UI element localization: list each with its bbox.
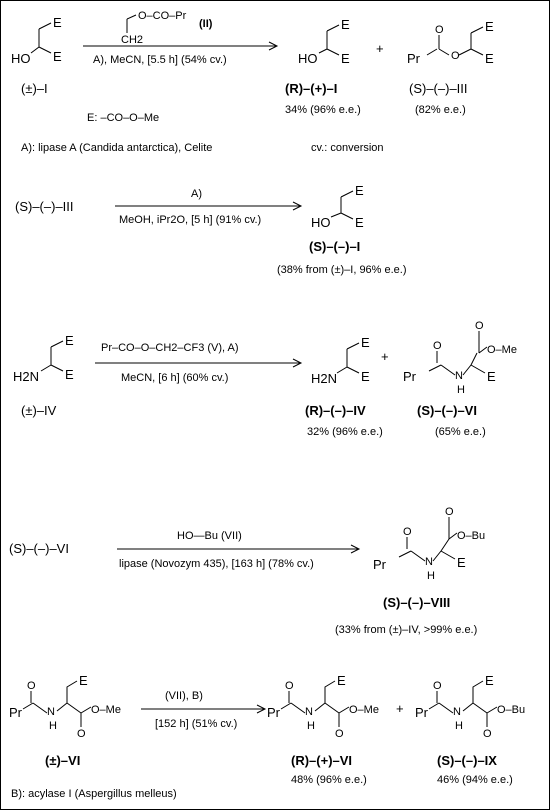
atom-o: O [285,680,294,692]
atom-e: E [341,17,350,32]
atom-e: E [487,369,496,384]
product-yield: (82% e.e.) [415,104,466,116]
sm-label: (S)–(–)–III [15,199,74,214]
atom-pr: Pr [415,705,428,720]
atom-o: O [435,24,444,36]
product-yield: (38% from (±)–I, 96% e.e.) [277,264,407,276]
atom-o: O [445,506,454,518]
atom-h: H [49,720,57,732]
atom-e: E [79,673,88,688]
plus-sign: + [396,701,404,716]
atom-e: E [53,49,62,64]
product-yield: (65% e.e.) [435,426,486,438]
atom-e: E [361,369,370,384]
atom-e: E [65,333,74,348]
conditions-above: A) [191,188,202,200]
atom-e: E [337,673,346,688]
conditions: lipase (Novozym 435), [163 h] (78% cv.) [119,558,314,570]
atom-e: E [457,555,466,570]
atom-e: E [53,15,62,30]
scheme3-starting-material [13,333,74,418]
atom-o: O [77,728,86,740]
scheme5-product-1 [267,673,379,786]
atom-ome: O–Me [487,344,517,356]
reagent-ch2: CH2 [121,34,144,46]
atom-e: E [485,673,494,688]
reaction-scheme-drawing [1,1,549,809]
scheme3-product-1 [305,335,383,438]
atom-h2n: H2N [311,371,338,386]
atom-e: E [485,51,494,66]
product-label: (R)–(–)–IV [305,403,366,418]
atom-obu: O–Bu [457,530,486,542]
e-definition: E: –CO–O–Me [87,112,160,124]
atom-o: O [433,340,442,352]
sm-label: (±)–IV [21,403,57,418]
conditions: [152 h] (51% cv.) [155,718,238,730]
atom-o: O [403,526,412,538]
atom-e: E [65,367,74,382]
atom-e: E [355,183,364,198]
reagent-text: HO—Bu (VII) [177,530,242,542]
atom-e: E [355,215,364,230]
atom-n: N [47,706,55,718]
product-yield: 48% (96% e.e.) [291,774,367,786]
scheme3-product-2 [403,320,517,438]
scheme4-product [335,506,485,636]
atom-n: N [305,706,313,718]
atom-e: E [485,19,494,34]
atom-h: H [457,384,465,396]
atom-ho: HO [298,51,318,66]
conditions: MeCN, [6 h] (60% cv.) [121,372,229,384]
sm-label: (±)–VI [45,753,81,768]
scheme5-starting-material [9,673,121,768]
atom-pr: Pr [267,705,280,720]
atom-ome: O–Me [91,704,121,716]
atom-h: H [307,720,315,732]
atom-ho: HO [11,51,31,66]
atom-h: H [455,720,463,732]
plus-sign: + [376,41,384,56]
product-yield: 46% (94% e.e.) [437,774,513,786]
note-b: B): acylase I (Aspergillus melleus) [11,788,177,800]
product-yield: 34% (96% e.e.) [285,104,361,116]
atom-ho: HO [311,215,331,230]
atom-pr: Pr [403,369,416,384]
scheme1-product-1 [285,17,361,116]
atom-pr: Pr [407,51,420,66]
atom-obu: O–Bu [497,704,526,716]
atom-o: O [433,680,442,692]
scheme1-product-2 [407,19,494,116]
product-label: (S)–(–)–IX [437,753,497,768]
atom-e: E [361,335,370,350]
product-label: (S)–(–)–I [309,239,361,254]
atom-o: O [27,680,36,692]
atom-h: H [427,570,435,582]
conditions: A), MeCN, [5.5 h] (54% cv.) [93,54,227,66]
atom-o: O [475,320,484,332]
product-label: (S)–(–)–III [409,81,468,96]
note-a: A): lipase A (Candida antarctica), Celite [21,142,213,154]
atom-e: E [341,51,350,66]
atom-h2n: H2N [13,369,40,384]
scheme1-starting-material [11,15,62,96]
sm-label: (S)–(–)–VI [9,541,69,556]
atom-n: N [453,706,461,718]
scheme1-reagent [121,10,213,46]
note-conversion: cv.: conversion [311,142,384,154]
scheme2-product [277,183,407,276]
atom-o: O [451,50,460,62]
reagent-text: Pr–CO–O–CH2–CF3 (V), A) [101,342,239,354]
conditions-above: (VII), B) [165,690,203,702]
reagent-id: (II) [199,18,213,30]
conditions: MeOH, iPr2O, [5 h] (91% cv.) [119,214,262,226]
product-label: (R)–(+)–VI [291,753,353,768]
product-yield: 32% (96% e.e.) [307,426,383,438]
product-label: (R)–(+)–I [285,81,338,96]
product-label: (S)–(–)–VI [417,403,477,418]
product-label: (S)–(–)–VIII [383,595,451,610]
reagent-text: O–CO–Pr [138,10,187,22]
atom-o: O [335,728,344,740]
atom-o: O [483,728,492,740]
atom-pr: Pr [9,705,22,720]
plus-sign: + [381,349,389,364]
atom-n: N [425,556,433,568]
product-yield: (33% from (±)–IV, >99% e.e.) [335,624,478,636]
scheme5-product-2 [415,673,525,786]
sm-label: (±)–I [21,81,48,96]
atom-n: N [455,370,463,382]
atom-pr: Pr [373,557,386,572]
atom-ome: O–Me [349,704,379,716]
